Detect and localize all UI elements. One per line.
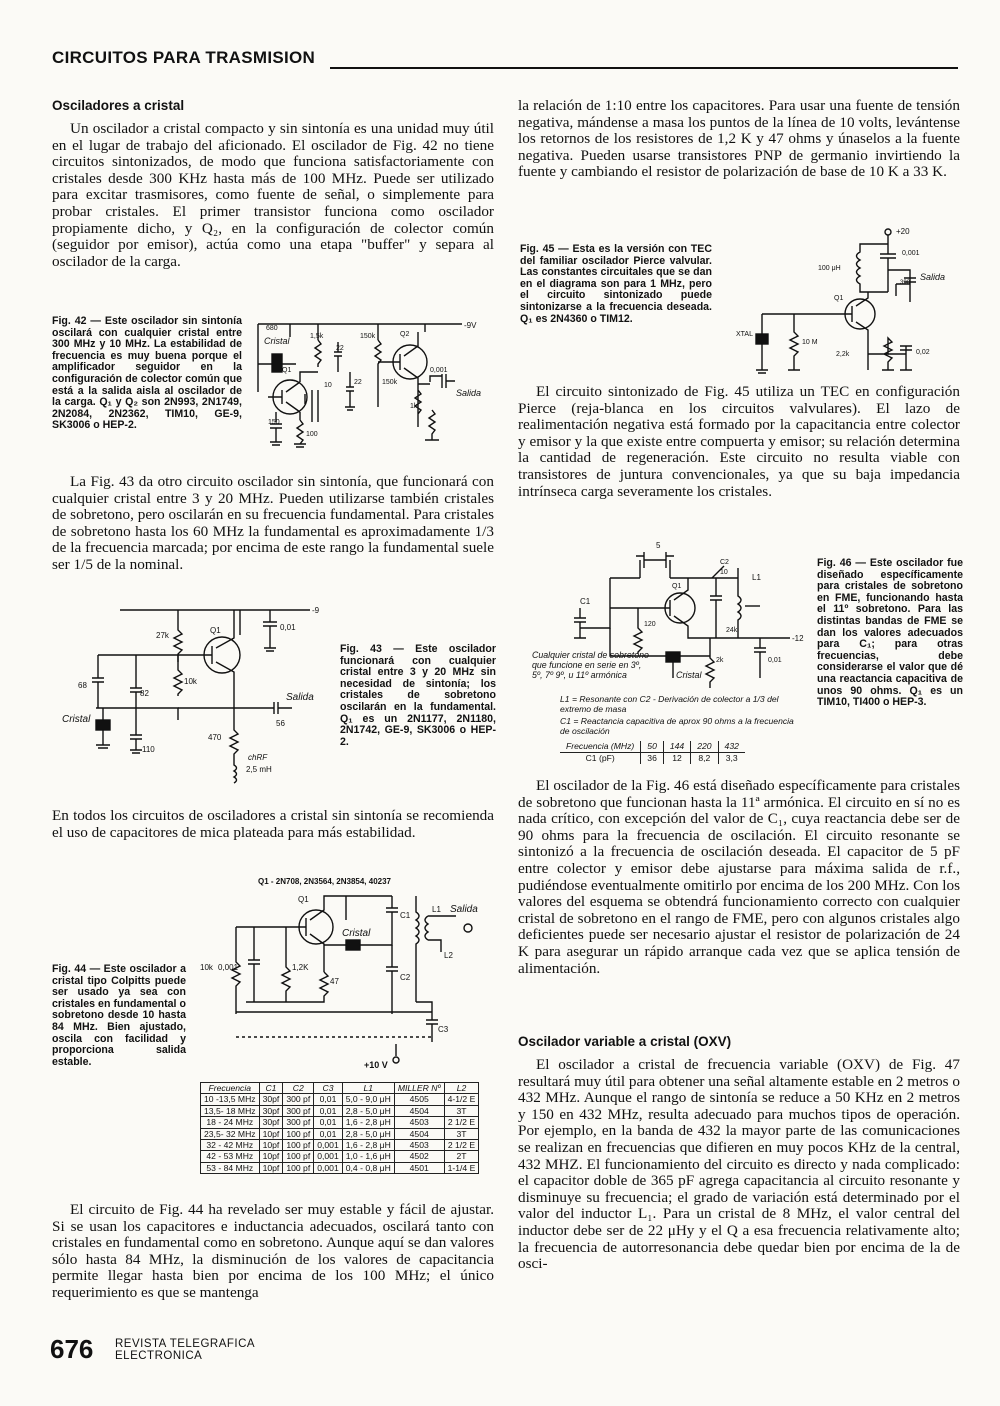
- table-cell: 2T: [444, 1151, 479, 1162]
- fig46-label-2k: 2k: [716, 657, 724, 664]
- fig46-label-c2: C2: [720, 559, 729, 566]
- fig44-label-l1: L1: [432, 905, 441, 914]
- left-intro-block: [52, 98, 494, 270]
- table-cell: 0,01: [314, 1105, 343, 1116]
- fig42-label-150k: 150k: [382, 379, 398, 386]
- fig43-label-9: -9: [312, 606, 320, 615]
- table-cell: 0,001: [314, 1162, 343, 1173]
- fig45-label-10m: 10 M: [802, 339, 818, 346]
- fig42-label-9v: -9V: [464, 321, 477, 330]
- fig42-label-22b: 22: [354, 379, 362, 386]
- publication-line-2: ELECTRONICA: [115, 1350, 203, 1362]
- table-cell: 3T: [444, 1105, 479, 1116]
- fig44-label-10k: 10k: [200, 963, 213, 972]
- fig44-label-10v: +10 V: [364, 1060, 388, 1070]
- table-cell: 0,4 - 0,8 μH: [342, 1162, 394, 1173]
- table-row: [201, 1151, 479, 1162]
- fig44-table-body: [201, 1094, 479, 1174]
- fig46-label-q1: Q1: [672, 583, 682, 590]
- table-row: [201, 1117, 479, 1128]
- table-cell: 42 - 53 MHz: [201, 1151, 260, 1162]
- table-cell: 300 pf: [283, 1117, 314, 1128]
- table-cell: 10pf: [259, 1151, 283, 1162]
- table-cell: 2,8 - 5,0 μH: [342, 1105, 394, 1116]
- fig43-label-27k: 27k: [156, 631, 169, 640]
- fig46-c1-cell: 3,3: [718, 753, 745, 765]
- fig46-freq-cell: 50: [641, 741, 664, 753]
- table-row: [201, 1128, 479, 1139]
- fig46-label-001: 0,01: [768, 657, 782, 664]
- page-number: 676: [50, 1334, 94, 1364]
- fig43-label-470: 470: [208, 733, 222, 742]
- fig46-freq-cell: 144: [663, 741, 690, 753]
- fig42-label-100: 100: [306, 431, 318, 438]
- table-cell: 18 - 24 MHz: [201, 1117, 260, 1128]
- fig46-c1-table: [560, 741, 745, 764]
- fig46-c1-row: [560, 753, 745, 765]
- fig44-transistor-list: Q1 - 2N708, 2N3564, 2N3854, 40237: [258, 877, 391, 886]
- fig46-c1-cell: 8,2: [691, 753, 718, 765]
- table-cell: 2,8 - 5,0 μH: [342, 1128, 394, 1139]
- right-top-block: [518, 98, 960, 181]
- fig43-label-001: 0,01: [280, 623, 296, 632]
- table-cell: 100 pf: [283, 1162, 314, 1173]
- table-row: [201, 1162, 479, 1173]
- table-cell: 13,5- 18 MHz: [201, 1105, 260, 1116]
- fig42-label-cristal: Cristal: [264, 336, 290, 346]
- table-cell: 4503: [394, 1140, 444, 1151]
- fig44-table-header-row: [201, 1083, 479, 1094]
- fig46-label-cristal: Cristal: [676, 670, 702, 680]
- right-oxv-block: [518, 1034, 960, 1273]
- table-cell: 4505: [394, 1094, 444, 1105]
- fig46-freq-label: Frecuencia (MHz): [560, 741, 641, 753]
- caption-fig42: Fig. 42 — Este oscilador sin sintonía oscilará con cualquier cristal entre 300 MHz y 10 MHz. La estabilidad de frecuencia es muy buena porque el amplificador seguidor en la configuración de colector común que está a la salida aisla al oscilador de la carga. Q₁ y Q₂ son 2N993, 2N1749, 2N2084, 2N2362, TIM10, GE-9, SK3006 o HEP-2.: [52, 315, 242, 432]
- fig46-label-5: 5: [656, 541, 661, 550]
- right-fig46-text-block: [518, 778, 960, 977]
- fig44-label-l2: L2: [444, 951, 453, 960]
- caption-fig44: Fig. 44 — Este oscilador a cristal tipo Colpitts puede ser usado ya sea con cristales en fundamental o sobretono desde 10 hasta 84 MHz. Bien ajustado, oscila con facilidad y proporciona salida estable.: [52, 963, 186, 1068]
- left-paragraph-3: En todos los circuitos de osciladores a cristal sin sintonía se recomienda el uso de capacitores de mica plateada para más estabilidad.: [52, 807, 494, 841]
- fig46-c1-label: C1 (pF): [585, 753, 615, 763]
- fig43-label-110: 110: [142, 745, 155, 754]
- fig43-label-68: 68: [78, 681, 87, 690]
- table-cell: 4504: [394, 1105, 444, 1116]
- table-cell: 10pf: [259, 1162, 283, 1173]
- fig44-label-12k: 1,2K: [292, 963, 309, 972]
- fig46-freq-cell: 432: [718, 741, 745, 753]
- table-cell: 5,0 - 9,0 μH: [342, 1094, 394, 1105]
- table-cell: 23,5- 32 MHz: [201, 1128, 260, 1139]
- fig46-table-wrapper: [560, 741, 745, 764]
- table-cell: 0,001: [314, 1151, 343, 1162]
- fig45-schematic: [730, 222, 960, 382]
- fig43-label-56: 56: [276, 719, 285, 728]
- table-cell: 300 pf: [283, 1094, 314, 1105]
- fig44-col-header: L2: [444, 1083, 479, 1094]
- fig43-schematic: [60, 600, 332, 790]
- table-cell: 0,01: [314, 1128, 343, 1139]
- left-paragraph-2: La Fig. 43 da otro circuito oscilador sin sintonía, que funcionará con cualquier cristal entre 3 y 20 MHz. Pueden utilizarse también cristales de sobretono, pero oscilarán en su frecuencia fundamental. Para cristales de sobretono hasta los 60 MHz la fundamental es aproximadamente 1/3 de la frecuencia marcada; por encima de este rango la fundamental suele ser 1/5 de la nominal.: [52, 473, 494, 573]
- fig46-label-24k: 24k: [726, 627, 738, 634]
- right-paragraph-2: El circuito sintonizado de Fig. 45 utiliza un TEC en configuración Pierce (reja-blanca en los circuitos valvulares). El lazo de realimentación negativa está formado por la capacitancia entre colector y emisor y la que existe entre compuerta y emisor; su relación determina la cantidad de regeneración. Este circuito no resulta viable con transistores de juntura convencionales, ya que su baja impedancia intrínseca carga severamente los cristales.: [518, 383, 960, 500]
- fig46-freq-row: [560, 741, 745, 753]
- caption-fig43: Fig. 43 — Este oscilador funcionará con cualquier cristal entre 3 y 20 MHz sin necesidad de sintonía; los cristales de sobretono oscilarán en la fundamental. Q₁ es un 2N1177, 2N1180, 2N1742, GE-9, SK3006 o HEP-2.: [340, 643, 496, 748]
- table-cell: 2 1/2 E: [444, 1140, 479, 1151]
- fig45-label-xtal: XTAL: [736, 331, 753, 338]
- fig43-label-cristal: Cristal: [62, 714, 91, 725]
- fig44-label-0001: 0,001: [218, 963, 239, 972]
- fig42-label-15k: 1,5k: [310, 333, 324, 340]
- fig42-label-1k: 1k: [410, 403, 418, 410]
- publication-name: [115, 1338, 255, 1362]
- fig43-label-chrf: chRF: [248, 753, 268, 762]
- table-cell: 10pf: [259, 1128, 283, 1139]
- fig43-label-82: 82: [140, 689, 149, 698]
- fig46-label-l1: L1: [752, 573, 761, 582]
- fig42-label-22: 22: [336, 345, 344, 352]
- fig46-note-c1: C1 = Reactancia capacitiva de aprox 90 ohms a la frecuencia de oscilación: [560, 716, 794, 736]
- table-cell: 4502: [394, 1151, 444, 1162]
- table-cell: 30pf: [259, 1117, 283, 1128]
- fig46-note-cristal: Cualquier cristal de sobretono que funcione en serie en 3º, 5º, 7º 9º, u 11º armónica: [532, 650, 649, 680]
- fig45-label-22k: 2,2k: [836, 351, 850, 358]
- table-cell: 100 pf: [283, 1128, 314, 1139]
- table-row: [201, 1140, 479, 1151]
- fig46-label-12: -12: [792, 634, 804, 643]
- fig44-label-c2: C2: [400, 973, 411, 982]
- fig44-table-wrapper: [200, 1082, 479, 1174]
- fig42-schematic: [250, 312, 498, 462]
- fig46-freq-cell: 220: [691, 741, 718, 753]
- table-cell: 4503: [394, 1117, 444, 1128]
- fig42-label-150: 150: [268, 419, 280, 426]
- fig42-label-10: 10: [324, 382, 332, 389]
- table-cell: 1,6 - 2,8 μH: [342, 1140, 394, 1151]
- table-cell: 300 pf: [283, 1105, 314, 1116]
- fig44-label-q1: Q1: [298, 895, 309, 904]
- table-cell: 10 -13,5 MHz: [201, 1094, 260, 1105]
- right-fig45-text-block: [518, 384, 960, 500]
- fig45-label-salida: Salida: [920, 272, 946, 282]
- fig44-component-table: [200, 1082, 479, 1174]
- header-rule: [330, 67, 958, 69]
- fig46-c1-cell: 12: [663, 753, 690, 765]
- fig42-label-salida: Salida: [456, 388, 482, 398]
- table-cell: 0,01: [314, 1117, 343, 1128]
- fig43-label-25mh: 2,5 mH: [246, 765, 272, 774]
- left-paragraph-4: El circuito de Fig. 44 ha revelado ser muy estable y fácil de ajustar. Si se usan los capacitores e inductancia adecuados, oscilará tanto con cristales en fundamental como en sobretono. Aunque aquí se dan valores sólo hasta 84 MHz, la disminución de los valores de capacitancia permite llegar hasta bien por encima de los 100 MHz; el único requerimiento es que se mantenga: [52, 1201, 494, 1301]
- fig44-col-header: Frecuencia: [201, 1083, 260, 1094]
- table-cell: 1-1/4 E: [444, 1162, 479, 1173]
- table-cell: 100 pf: [283, 1140, 314, 1151]
- fig43-label-10k: 10k: [184, 677, 197, 686]
- table-cell: 0,01: [314, 1094, 343, 1105]
- table-cell: 53 - 84 MHz: [201, 1162, 260, 1173]
- fig44-col-header: L1: [342, 1083, 394, 1094]
- fig42-label-q1: Q1: [282, 367, 292, 374]
- fig44-col-header: C3: [314, 1083, 343, 1094]
- fig44-col-header: C2: [283, 1083, 314, 1094]
- heading-oxv: Oscilador variable a cristal (OXV): [518, 1034, 732, 1049]
- fig44-label-salida: Salida: [450, 904, 478, 915]
- left-paragraph-1: Un oscilador a cristal compacto y sin sintonía es una unidad muy útil en el lugar de trabajo del aficionado. El oscilador de Fig. 42 no tiene circuitos sintonizados, de modo que funciona satisfactoriamente con cristales desde 300 KHz hasta más de 100 MHz. Puede ser utilizado para excitar trasmisores, como fuente de señal, o simplemente para probar cristales. El primer transistor funciona como oscilador propiamente dicho, y Q₂, en la configuración de colector común (seguidor por emisor), actúa como una etapa "buffer" y separa al oscilador de la carga.: [52, 120, 494, 270]
- table-cell: 3T: [444, 1128, 479, 1139]
- table-cell: 100 pf: [283, 1151, 314, 1162]
- fig45-label-100uh: 100 μH: [818, 265, 841, 272]
- fig42-label-0001: 0,001: [430, 367, 448, 374]
- fig44-col-header: MILLER Nº: [394, 1083, 444, 1094]
- fig45-label-390: 390: [900, 280, 911, 286]
- right-paragraph-4: El oscilador a cristal de frecuencia variable (OXV) de Fig. 47 resultará muy útil para obtener una señal altamente estable en 2 metros o 432 MHz. Aunque el rango de sintonía se reduce a 50 KHz en 2 metros y 150 en 432 MHz, resulta adecuado para muchos tipos de operación. Por ejemplo, en la banda de 432 la mayor parte de las comunicaciones se realizan en frecuencias que difieren en muy pocos KHz de la central, 432 MHZ. El funcionamiento del circuito es directo y nada complicado: el capacitor doble de 365 pF agrega capacitancia al circuito resonante y disminuye su frecuencia; el grado de variación está determinado por el valor del inductor L₁. Para un cristal de 8 MHz, el valor central del inductor debe ser de 22 μHy y el Q a esa frecuencia relativamente alto; la frecuencia de autorresonancia debe quedar bien por encima de la de osci-: [518, 1056, 960, 1273]
- fig46-label-c1: C1: [580, 597, 591, 606]
- fig44-label-47: 47: [330, 977, 339, 986]
- fig45-label-0001: 0,001: [902, 250, 920, 257]
- table-cell: 32 - 42 MHz: [201, 1140, 260, 1151]
- table-cell: 1,0 - 1,6 μH: [342, 1151, 394, 1162]
- table-cell: 30pf: [259, 1094, 283, 1105]
- fig46-label-120: 120: [644, 621, 656, 628]
- fig42-label-680: 680: [266, 325, 278, 332]
- right-paragraph-3: El oscilador de la Fig. 46 está diseñado específicamente para cristales de sobretono que funcionan hasta la 11ª armónica. El circuito en sí no es nada crítico, con excepción del valor de C₁, cuya reactancia debe ser de 90 ohms para la frecuencia de oscilación. El circuito resonante se sintonizó a la frecuencia de oscilación deseada. El capacitor de 5 pF entre colector y emisor debe ajustarse para máxima salida de r.f., pudiéndose eventualmente omitirlo por encima de los 200 MHz. Con los valores del esquema se obtendrá funcionamiento correcto con cualquier cristal de sobretono en el rango de FME, pero con algunos cristales algo deficientes puede ser necesario ajustar el resistor de polarización de 24 K para asegurar un rápido arranque cada vez que se aplica tensión de alimentación.: [518, 777, 960, 977]
- caption-fig45: Fig. 45 — Esta es la versión con TEC del familiar oscilador Pierce valvular. Las constantes circuitales que se dan en el diagrama son para 1 MHz, pero el circuito sintonizado puede sintonizarse a la frecuencia deseada. Q₁ es 2N4360 o TIM12.: [520, 243, 712, 325]
- fig44-col-header: C1: [259, 1083, 283, 1094]
- left-fig43-text-block: [52, 474, 494, 574]
- fig45-label-002: 0,02: [916, 349, 930, 356]
- publication-line-1: REVISTA TELEGRAFICA: [115, 1338, 256, 1350]
- fig44-schematic: [196, 872, 496, 1082]
- fig43-label-q1: Q1: [210, 626, 221, 635]
- table-cell: 30pf: [259, 1105, 283, 1116]
- fig46-c1-cell: 36: [641, 753, 664, 765]
- table-row: [201, 1105, 479, 1116]
- fig46-note-l1: L1 = Resonante con C2 - Derivación de colector a 1/3 del extremo de masa: [560, 694, 779, 714]
- heading-osciladores-cristal: Osciladores a cristal: [52, 98, 185, 113]
- fig42-label-q2: Q2: [400, 331, 410, 338]
- fig44-label-c1: C1: [400, 911, 411, 920]
- table-cell: 4-1/2 E: [444, 1094, 479, 1105]
- table-cell: 2 1/2 E: [444, 1117, 479, 1128]
- fig44-label-cristal: Cristal: [342, 928, 371, 939]
- table-cell: 4501: [394, 1162, 444, 1173]
- table-cell: 4504: [394, 1128, 444, 1139]
- fig42-label-150k-top: 150k: [360, 333, 376, 340]
- left-fig44-text-block: [52, 1202, 494, 1302]
- table-cell: 1,6 - 2,8 μH: [342, 1117, 394, 1128]
- table-cell: 10pf: [259, 1140, 283, 1151]
- table-cell: 0,001: [314, 1140, 343, 1151]
- fig46-label-10: 10: [720, 569, 728, 576]
- fig45-label-20: +20: [896, 227, 910, 236]
- caption-fig46: Fig. 46 — Este oscilador fue diseñado específicamente para cristales de sobretono en FME, funcionando hasta el 11º sobretono. Para las distintas bandas de FME se dan los valores adecuados para C₁; para otras frecuencias, debe considerarse el valor que dé una reactancia capacitiva de unos 90 ohms. Q₁ es un TIM10, TI400 o HEP-3.: [817, 557, 963, 709]
- fig43-label-salida: Salida: [286, 692, 314, 703]
- fig45-label-q1: Q1: [834, 295, 844, 302]
- table-row: [201, 1094, 479, 1105]
- right-paragraph-1: la relación de 1:10 entre los capacitores. Para usar una fuente de tensión negativa, mándense a masa los puntos de la línea de 10 volts, levántense los retornos de los resistores de 1,2 K y 47 ohms y únaselos a la fuente negativa. Pueden usarse transistores PNP de germanio invirtiendo la fuente y cambiando el resistor de polarización de base de 10 K a 33 K.: [518, 97, 960, 181]
- fig44-label-c3: C3: [438, 1025, 449, 1034]
- section-title: CIRCUITOS PARA TRASMISION: [52, 48, 316, 67]
- left-note-block: [52, 808, 494, 841]
